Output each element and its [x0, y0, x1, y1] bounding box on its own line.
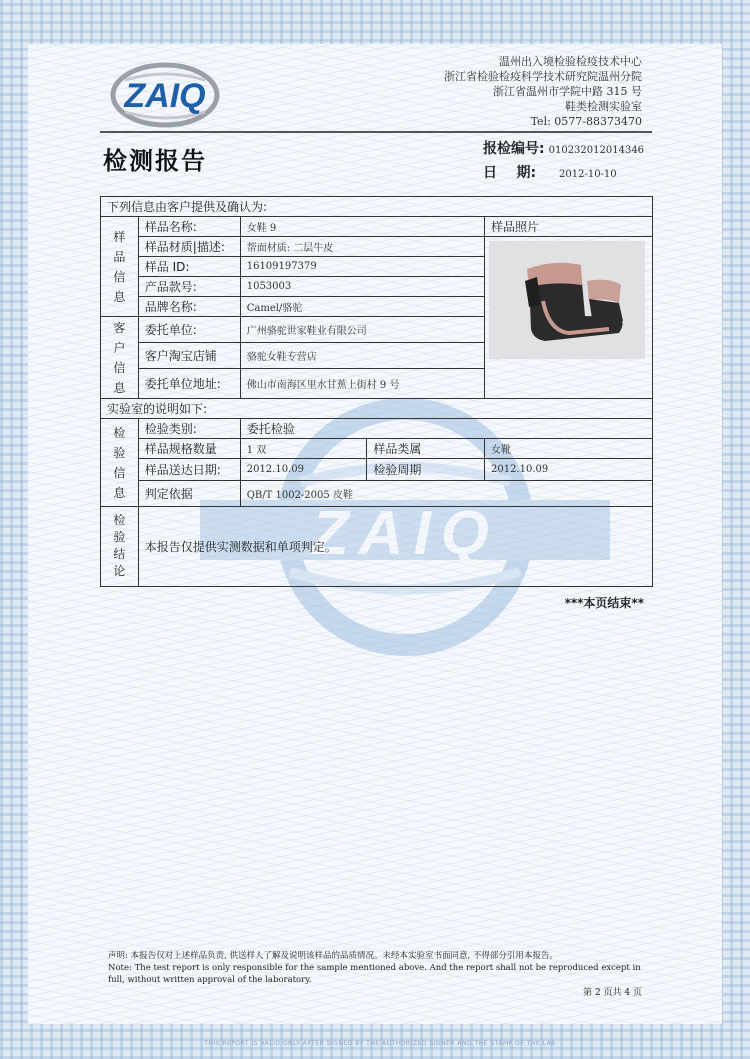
footer-microtext: THIS REPORT IS VALID ONLY AFTER SIGNED BY THE AUTHORIZED SIGNER AND THE STAMP OF THE LAB	[204, 1040, 556, 1047]
client-address-label: 委托单位地址:	[138, 369, 240, 399]
client-info-header: 下列信息由客户提供及确认为:	[101, 197, 653, 217]
zaiq-logo	[95, 60, 235, 130]
basis-label: 判定依据	[138, 481, 240, 507]
sample-photo	[489, 241, 645, 359]
style-no-label: 产品款号:	[138, 277, 240, 297]
taobao-shop-label: 客户淘宝店铺	[138, 343, 240, 369]
inspection-type-label: 检验类别:	[138, 419, 240, 439]
header-divider	[100, 131, 652, 133]
sample-name-value: 女鞋 9	[240, 217, 484, 237]
report-table	[100, 196, 653, 587]
sample-name-label: 样品名称:	[138, 217, 240, 237]
org-line: 浙江省温州市学院中路 315 号	[493, 85, 642, 98]
client-unit-value: 广州骆驼世家鞋业有限公司	[240, 317, 484, 343]
sample-id-label: 样品 ID:	[138, 257, 240, 277]
sent-date-value: 2012.10.09	[240, 459, 367, 481]
period-label: 检验周期	[367, 459, 485, 481]
lab-header: 实验室的说明如下:	[101, 399, 653, 419]
report-number-block	[483, 138, 644, 186]
category-label: 样品类属	[367, 439, 485, 459]
quantity-value: 1 双	[240, 439, 367, 459]
period-value: 2012.10.09	[485, 459, 653, 481]
disclaimer	[108, 950, 648, 986]
org-line: 鞋类检测实验室	[565, 100, 642, 113]
style-no-value: 1053003	[240, 277, 484, 297]
org-line: 温州出入境检验检疫技术中心	[499, 55, 642, 68]
end-of-page-mark: ***本页结束**	[564, 596, 644, 610]
org-line: 浙江省检验检疫科学技术研究院温州分院	[444, 70, 642, 83]
report-no-label: 报检编号:	[483, 141, 545, 157]
taobao-shop-value: 骆驼女鞋专营店	[240, 343, 484, 369]
sent-date-label: 样品送达日期:	[138, 459, 240, 481]
sample-photo-cell	[485, 237, 653, 399]
disclaimer-en: Note: The test report is only responsible for the sample mentioned above. And the report shall not be reproduced except in full, without written approval of the laboratory.	[108, 963, 641, 985]
conclusion-section-label: 检验结论	[101, 507, 139, 587]
disclaimer-cn: 声明: 本报告仅对上述样品负责, 供送样人了解及说明该样品的品质情况。未经本实验室书面同意, 不得部分引用本报告。	[108, 951, 558, 961]
basis-value: QB/T 1002-2005 皮鞋	[240, 481, 652, 507]
report-date-value: 2012-10-10	[559, 169, 617, 180]
sample-material-value: 帮面材质: 二层牛皮	[240, 237, 484, 257]
client-unit-label: 委托单位:	[138, 317, 240, 343]
brand-label: 品牌名称:	[138, 297, 240, 317]
svg-text:ZAIQ: ZAIQ	[310, 499, 500, 568]
page-number: 第 2 页共 4 页	[583, 988, 642, 998]
customer-section-label: 客户信息	[101, 317, 139, 399]
brand-value: Camel/骆驼	[240, 297, 484, 317]
category-value: 女靴	[485, 439, 653, 459]
org-line: Tel: 0577-88373470	[530, 115, 642, 128]
page-title: 检测报告	[103, 147, 207, 175]
report-no-value: 010232012014346	[548, 145, 645, 156]
inspection-type-value: 委托检验	[240, 419, 652, 439]
sample-photo-label: 样品照片	[485, 217, 653, 237]
conclusion-text: 本报告仅提供实测数据和单项判定。	[138, 507, 652, 587]
sample-section-label: 样品信息	[101, 217, 139, 317]
inspection-section-label: 检验信息	[101, 419, 139, 507]
quantity-label: 样品规格数量	[138, 439, 240, 459]
logo-text: ZAIQ	[124, 77, 206, 115]
sample-material-label: 样品材质|描述:	[138, 237, 240, 257]
sample-id-value: 16109197379	[240, 257, 484, 277]
org-address-block	[444, 54, 642, 129]
boot-image	[489, 241, 645, 359]
report-date-label: 日 期:	[483, 165, 537, 181]
client-address-value: 佛山市南海区里水甘蕉上街村 9 号	[240, 369, 484, 399]
